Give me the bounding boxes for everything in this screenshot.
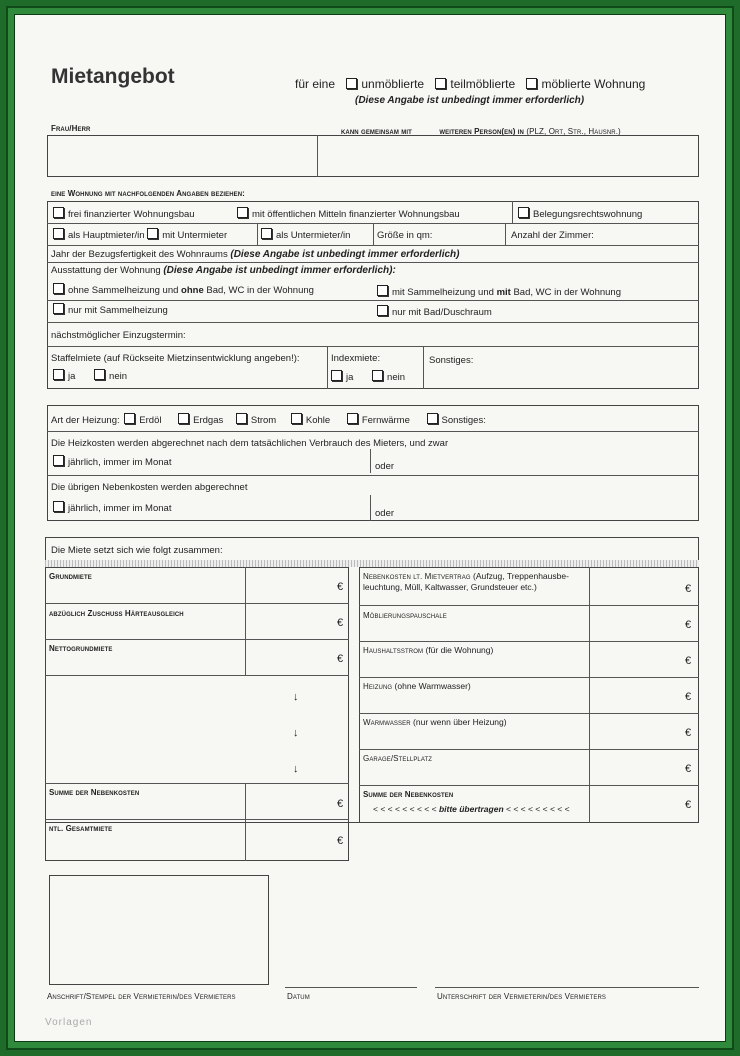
label-datum: Datum xyxy=(287,992,310,1001)
checkbox-teilmoebliert[interactable] xyxy=(435,78,446,89)
euro-moebl: € xyxy=(685,619,692,631)
intro-hint: (Diese Angabe ist unbedingt immer erforderlich) xyxy=(355,95,585,106)
arrow-down-icon: ↓ xyxy=(293,763,299,775)
checkbox-kohle[interactable] xyxy=(291,413,302,424)
euro-haushalt: € xyxy=(685,655,692,667)
checkbox-hauptmieter[interactable] xyxy=(53,228,64,239)
option-oeffentlich: mit öffentlichen Mitteln finanzierter Wohnungsbau xyxy=(237,207,460,220)
label-abzueglich: abzüglich Zuschuss Härteausgleich xyxy=(49,609,184,618)
label-sonstiges-wohnung: Sonstiges: xyxy=(429,355,474,366)
checkbox-belegung[interactable] xyxy=(518,207,529,218)
heizkosten-jaehrlich: jährlich, immer im Monat xyxy=(53,455,171,468)
option-nur-bad: nur mit Bad/Duschraum xyxy=(377,305,492,318)
checkbox-frei[interactable] xyxy=(53,207,64,218)
checkbox-strom[interactable] xyxy=(236,413,247,424)
euro-abzueglich: € xyxy=(337,617,344,629)
section-wohnung: eine Wohnung mit nachfolgenden Angaben beziehen: xyxy=(51,189,245,198)
euro-warmwasser: € xyxy=(685,727,692,739)
option-mit-sammel: mit Sammelheizung und mit Bad, WC in der Wohnung xyxy=(377,285,621,298)
label-unmoebliert: unmöblierte xyxy=(361,77,425,91)
label-ausstattung: Ausstattung der Wohnung (Diese Angabe ist unbedingt immer erforderlich): xyxy=(51,265,396,276)
nebenkosten-oder: oder xyxy=(375,508,395,519)
checkbox-ohne-sammel[interactable] xyxy=(53,283,64,294)
euro-grundmiete: € xyxy=(337,581,344,593)
label-garage: Garage/Stellplatz xyxy=(363,754,433,763)
checkbox-nebenkosten-jaehrlich[interactable] xyxy=(53,501,64,512)
checkbox-staffel-nein[interactable] xyxy=(94,369,105,380)
checkbox-index-nein[interactable] xyxy=(372,370,383,381)
intro-fuer-eine: für eine xyxy=(295,77,336,91)
label-jahr: Jahr der Bezugsfertigkeit des Wohnraums (Diese Angabe ist unbedingt immer erforderlich) xyxy=(51,249,460,260)
label-summe-nk-left: Summe der Nebenkosten xyxy=(49,788,140,797)
intro-line xyxy=(295,77,645,91)
page-title: Mietangebot xyxy=(51,65,175,88)
label-nebenkosten: Die übrigen Nebenkosten werden abgerechnet xyxy=(51,482,248,493)
checkbox-sonstiges-heizung[interactable] xyxy=(427,413,438,424)
label-frau-herr: Frau/Herr xyxy=(51,124,91,133)
checkbox-mit-sammel[interactable] xyxy=(377,285,388,296)
checkbox-index-ja[interactable] xyxy=(331,370,342,381)
stamp-box[interactable] xyxy=(49,875,269,985)
label-gesamt: ntl. Gesamtmiete xyxy=(49,824,113,833)
euro-summe-nk-right: € xyxy=(685,799,692,811)
label-groesse: Größe in qm: xyxy=(377,230,433,241)
checkbox-erdgas[interactable] xyxy=(178,413,189,424)
option-ohne-sammel: ohne Sammelheizung und ohne Bad, WC in der Wohnung xyxy=(53,283,314,296)
section-miete: Die Miete setzt sich wie folgt zusammen: xyxy=(51,545,223,556)
arrow-down-icon: ↓ xyxy=(293,691,299,703)
option-belegung: Belegungsrechtswohnung xyxy=(518,207,642,220)
checkbox-nur-bad[interactable] xyxy=(377,305,388,316)
staffel-options: ja nein xyxy=(53,369,127,382)
label-moebl: Möblierungspauschale xyxy=(363,611,447,620)
euro-heizung: € xyxy=(685,691,692,703)
euro-netto: € xyxy=(337,653,344,665)
checkbox-erdoel[interactable] xyxy=(124,413,135,424)
label-staffel: Staffelmiete (auf Rückseite Mietzinsentwicklung angeben!): xyxy=(51,353,300,364)
name-field[interactable] xyxy=(48,136,316,176)
euro-summe-nk-left: € xyxy=(337,798,344,810)
green-frame xyxy=(6,6,734,1050)
form-paper xyxy=(14,14,726,1042)
nebenkosten-jaehrlich: jährlich, immer im Monat xyxy=(53,501,171,514)
address-field[interactable] xyxy=(318,136,698,176)
option-frei: frei finanzierter Wohnungsbau xyxy=(53,207,195,220)
heizung-art-row: Art der Heizung: Erdöl Erdgas Strom Kohle Fernwärme Sonstiges: xyxy=(51,415,486,426)
checkbox-staffel-ja[interactable] xyxy=(53,369,64,380)
checkbox-moebliert[interactable] xyxy=(526,78,537,89)
checkbox-unmoebliert[interactable] xyxy=(346,78,357,89)
arrow-down-icon: ↓ xyxy=(293,727,299,739)
label-anschrift: Anschrift/Stempel der Vermieterin/des Vermieters xyxy=(47,992,236,1001)
label-warmwasser: Warmwasser (nur wenn über Heizung) xyxy=(363,717,507,727)
heizkosten-oder: oder xyxy=(375,461,395,472)
checkbox-oeffentlich[interactable] xyxy=(237,207,248,218)
label-nk-mietvertrag: Nebenkosten lt. Mietvertrag (Aufzug, Treppenhausbe- leuchtung, Müll, Kaltwasser, Grundsteuer etc.) xyxy=(363,571,569,592)
checkbox-mit-untermieter[interactable] xyxy=(147,228,158,239)
watermark: Vorlagen xyxy=(45,1017,93,1028)
label-grundmiete: Grundmiete xyxy=(49,572,92,581)
checkbox-heizkosten-jaehrlich[interactable] xyxy=(53,455,64,466)
label-teilmoebliert: teilmöblierte xyxy=(450,77,516,91)
label-zimmer: Anzahl der Zimmer: xyxy=(511,230,594,241)
option-untermieter: als Untermieter/in xyxy=(261,228,350,241)
euro-gesamt: € xyxy=(337,835,344,847)
euro-garage: € xyxy=(685,763,692,775)
option-hauptmieter: als Hauptmieter/in mit Untermieter xyxy=(53,228,227,241)
euro-nk-mietvertrag: € xyxy=(685,583,692,595)
label-unterschrift: Unterschrift der Vermieterin/des Vermieters xyxy=(437,992,606,1001)
label-gemeinsam: kann gemeinsam mit _____ weiteren Person(en) in (PLZ, Ort, Str., Hausnr.) xyxy=(341,127,621,136)
index-options: ja nein xyxy=(331,370,405,383)
label-haushalt: Haushaltsstrom (für die Wohnung) xyxy=(363,645,494,655)
label-uebertragen: < < < < < < < < < bitte übertragen < < < < < < < < < xyxy=(373,804,570,814)
checkbox-nur-sammel[interactable] xyxy=(53,303,64,314)
label-einzug: nächstmöglicher Einzugstermin: xyxy=(51,330,186,341)
option-nur-sammel: nur mit Sammelheizung xyxy=(53,303,168,316)
checkbox-als-untermieter[interactable] xyxy=(261,228,272,239)
label-heizung: Heizung (ohne Warmwasser) xyxy=(363,681,471,691)
label-summe-nk-right: Summe der Nebenkosten xyxy=(363,790,454,799)
checkbox-fernwaerme[interactable] xyxy=(347,413,358,424)
label-heizkosten: Die Heizkosten werden abgerechnet nach dem tatsächlichen Verbrauch des Mieters, und zwar xyxy=(51,438,449,449)
label-index: Indexmiete: xyxy=(331,353,381,364)
label-netto: Nettogrundmiete xyxy=(49,644,113,653)
label-moebliert: möblierte Wohnung xyxy=(541,77,646,91)
